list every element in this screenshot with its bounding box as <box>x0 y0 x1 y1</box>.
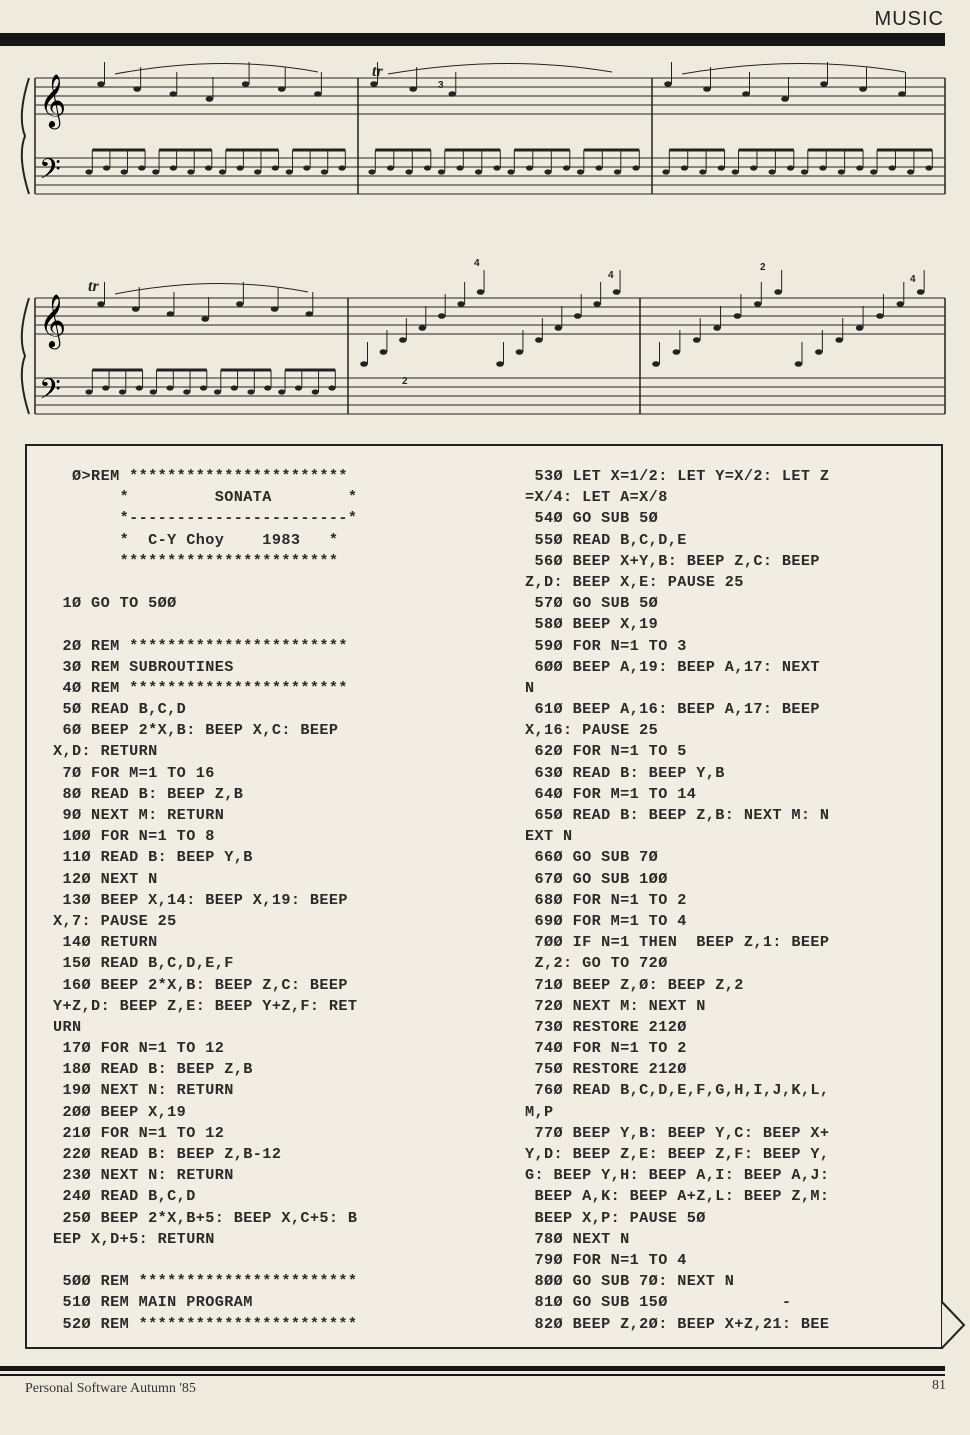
note-head <box>305 311 313 317</box>
code-line: 25Ø BEEP 2*X,B+5: BEEP X,C+5: B <box>53 1208 358 1227</box>
code-line: X,7: PAUSE 25 <box>53 911 177 930</box>
note-head <box>496 361 504 367</box>
note-head <box>314 91 322 97</box>
note-head <box>312 389 319 394</box>
code-line: 71Ø BEEP Z,Ø: BEEP Z,2 <box>525 975 744 994</box>
note-head <box>456 165 463 170</box>
note-head <box>103 165 110 170</box>
code-line: 16Ø BEEP 2*X,B: BEEP Z,C: BEEP <box>53 975 348 994</box>
note-head <box>85 169 92 174</box>
code-line <box>53 572 453 593</box>
code-line: 58Ø BEEP X,19 <box>525 615 659 634</box>
code-line: 17Ø FOR N=1 TO 12 <box>53 1039 225 1058</box>
note-head <box>662 169 669 174</box>
fingering-number: 4 <box>910 274 916 285</box>
note-head <box>870 169 877 174</box>
code-line: 72Ø NEXT M: NEXT N <box>525 996 706 1015</box>
code-line: 9Ø NEXT M: RETURN <box>53 806 225 824</box>
note-head <box>405 169 412 174</box>
code-line: Y,D: BEEP Z,E: BEEP Z,F: BEEP Y, <box>525 1145 830 1163</box>
note-head <box>681 165 688 170</box>
code-line: 61Ø BEEP A,16: BEEP A,17: BEEP <box>525 700 820 719</box>
fingering-number: 4 <box>608 270 614 281</box>
code-line: 82Ø BEEP Z,2Ø: BEEP X+Z,21: BEE <box>525 1314 830 1333</box>
code-line: Y+Z,D: BEEP Z,E: BEEP Y+Z,F: RET <box>53 996 358 1015</box>
trill-mark: tr <box>372 63 383 80</box>
code-line: 52Ø REM *********************** <box>53 1314 358 1333</box>
code-line: 24Ø READ B,C,D <box>53 1187 196 1206</box>
note-head <box>856 325 864 331</box>
note-head <box>271 306 279 312</box>
note-head <box>898 91 906 97</box>
note-head <box>742 91 750 97</box>
note-head <box>774 289 782 295</box>
note-head <box>169 91 177 97</box>
note-head <box>664 81 672 87</box>
code-line: * C-Y Choy 1983 * <box>53 530 339 549</box>
code-line: 22Ø READ B: BEEP Z,B-12 <box>53 1145 282 1163</box>
code-line: 5Ø READ B,C,D <box>53 700 187 719</box>
note-head <box>554 325 562 331</box>
fingering-number: 2 <box>760 262 766 273</box>
code-line: * SONATA * <box>53 488 358 507</box>
note-head <box>219 169 226 174</box>
note-head <box>574 313 582 319</box>
note-head <box>859 86 867 92</box>
note-head <box>206 96 214 102</box>
note-head <box>614 169 621 174</box>
bottom-rule-thin <box>0 1374 945 1376</box>
note-head <box>236 165 243 170</box>
note-head <box>795 361 803 367</box>
code-line: 65Ø READ B: BEEP Z,B: NEXT M: N <box>525 806 830 824</box>
code-line: Z,D: BEEP X,E: PAUSE 25 <box>525 572 744 591</box>
note-head <box>97 81 105 87</box>
note-head <box>409 86 417 92</box>
code-line: 69Ø FOR M=1 TO 4 <box>525 911 687 930</box>
code-line: 8ØØ GO SUB 7Ø: NEXT N <box>525 1272 735 1291</box>
note-head <box>231 385 238 390</box>
slur <box>388 63 612 74</box>
code-line: 18Ø READ B: BEEP Z,B <box>53 1060 253 1079</box>
brace-icon <box>22 78 29 194</box>
code-line: 3Ø REM SUBROUTINES <box>53 657 234 676</box>
note-head <box>424 165 431 170</box>
publication-footer: Personal Software Autumn '85 <box>25 1381 196 1396</box>
note-head <box>187 169 194 174</box>
note-head <box>272 165 279 170</box>
note-head <box>732 169 739 174</box>
note-head <box>102 385 109 390</box>
code-line: 55Ø READ B,C,D,E <box>525 530 687 549</box>
note-head <box>526 165 533 170</box>
code-line: 23Ø NEXT N: RETURN <box>53 1166 234 1185</box>
note-head <box>438 313 446 319</box>
note-head <box>286 169 293 174</box>
note-head <box>97 301 105 307</box>
note-head <box>820 81 828 87</box>
note-head <box>815 349 823 355</box>
note-head <box>368 169 375 174</box>
code-line: 4Ø REM *********************** <box>53 678 348 697</box>
fingering-number: 4 <box>474 258 480 269</box>
note-head <box>214 389 221 394</box>
code-line: =X/4: LET A=X/8 <box>525 488 668 507</box>
note-head <box>399 337 407 343</box>
code-line: Ø>REM *********************** <box>53 467 348 485</box>
code-line <box>53 1250 453 1271</box>
note-head <box>278 86 286 92</box>
code-line: 2ØØ BEEP X,19 <box>53 1102 187 1121</box>
fingering-number: 3 <box>438 80 444 91</box>
bass-clef-icon: 𝄢 <box>39 373 61 413</box>
code-line: *-----------------------* <box>53 509 358 528</box>
code-line: EXT N <box>525 827 573 846</box>
note-head <box>801 169 808 174</box>
code-line: 77Ø BEEP Y,B: BEEP Y,C: BEEP X+ <box>525 1123 830 1142</box>
note-head <box>200 385 207 390</box>
note-head <box>475 169 482 174</box>
note-head <box>170 165 177 170</box>
code-line: 8Ø READ B: BEEP Z,B <box>53 784 244 803</box>
bottom-rule <box>0 1366 945 1371</box>
note-head <box>418 325 426 331</box>
note-head <box>544 169 551 174</box>
code-line: 75Ø RESTORE 212Ø <box>525 1060 687 1079</box>
code-line: G: BEEP Y,H: BEEP A,I: BEEP A,J: <box>525 1166 830 1185</box>
code-line: URN <box>53 1017 82 1036</box>
note-head <box>236 301 244 307</box>
code-line: 2Ø REM *********************** <box>53 636 348 655</box>
code-line: 74Ø FOR N=1 TO 2 <box>525 1039 687 1058</box>
code-line: 67Ø GO SUB 1ØØ <box>525 869 668 888</box>
code-line: 5ØØ REM *********************** <box>53 1272 358 1291</box>
note-head <box>768 169 775 174</box>
code-line: 57Ø GO SUB 5Ø <box>525 594 659 613</box>
note-head <box>201 316 209 322</box>
bass-clef-icon: 𝄢 <box>39 153 61 193</box>
note-head <box>119 389 126 394</box>
note-head <box>457 301 465 307</box>
note-head <box>781 96 789 102</box>
top-rule <box>0 33 945 46</box>
note-head <box>876 313 884 319</box>
note-head <box>278 389 285 394</box>
code-line: 19Ø NEXT N: RETURN <box>53 1081 234 1100</box>
note-head <box>693 337 701 343</box>
code-line: 79Ø FOR N=1 TO 4 <box>525 1250 687 1269</box>
treble-clef-icon: 𝄞 <box>39 73 67 127</box>
note-head <box>448 91 456 97</box>
note-head <box>132 306 140 312</box>
note-head <box>477 289 485 295</box>
brace-icon <box>22 298 29 414</box>
note-head <box>703 86 711 92</box>
note-head <box>247 389 254 394</box>
note-head <box>242 81 250 87</box>
code-line: 13Ø BEEP X,14: BEEP X,19: BEEP <box>53 890 348 909</box>
code-line: 12Ø NEXT N <box>53 869 158 888</box>
note-head <box>438 169 445 174</box>
note-head <box>577 169 584 174</box>
note-head <box>295 385 302 390</box>
code-line: *********************** <box>53 551 339 570</box>
code-line: X,16: PAUSE 25 <box>525 721 659 740</box>
note-head <box>593 301 601 307</box>
note-head <box>835 337 843 343</box>
note-head <box>563 165 570 170</box>
note-head <box>380 349 388 355</box>
note-head <box>889 165 896 170</box>
note-head <box>387 165 394 170</box>
note-head <box>632 165 639 170</box>
slur <box>115 63 318 74</box>
listing-left-column <box>53 466 453 1335</box>
note-head <box>613 289 621 295</box>
code-line: 6Ø BEEP 2*X,B: BEEP X,C: BEEP <box>53 721 339 740</box>
note-head <box>136 385 143 390</box>
note-head <box>699 169 706 174</box>
note-head <box>652 361 660 367</box>
code-line: 11Ø READ B: BEEP Y,B <box>53 848 253 867</box>
note-head <box>183 389 190 394</box>
page-number: 81 <box>932 1378 946 1393</box>
code-line: 53Ø LET X=1/2: LET Y=X/2: LET Z <box>525 467 830 485</box>
code-line: N <box>525 678 535 697</box>
note-head <box>264 385 271 390</box>
section-label: MUSIC <box>874 8 944 30</box>
fingering-number: 2 <box>402 376 408 387</box>
code-line: 21Ø FOR N=1 TO 12 <box>53 1123 225 1142</box>
note-head <box>787 165 794 170</box>
music-score <box>0 50 970 440</box>
note-head <box>493 165 500 170</box>
listing-right-column <box>525 466 925 1335</box>
note-head <box>360 361 368 367</box>
code-line: 51Ø REM MAIN PROGRAM <box>53 1293 253 1312</box>
code-line: 54Ø GO SUB 5Ø <box>525 509 659 528</box>
code-line: 81Ø GO SUB 15Ø - <box>525 1293 792 1312</box>
note-head <box>856 165 863 170</box>
code-line: BEEP A,K: BEEP A+Z,L: BEEP Z,M: <box>525 1187 830 1206</box>
note-head <box>917 289 925 295</box>
code-line: EEP X,D+5: RETURN <box>53 1229 215 1248</box>
code-line: 1ØØ FOR N=1 TO 8 <box>53 827 215 846</box>
code-line: M,P <box>525 1102 554 1121</box>
code-line: 66Ø GO SUB 7Ø <box>525 848 659 867</box>
note-head <box>138 165 145 170</box>
code-line: 64Ø FOR M=1 TO 14 <box>525 784 697 803</box>
note-head <box>819 165 826 170</box>
code-line: 76Ø READ B,C,D,E,F,G,H,I,J,K,L, <box>525 1081 830 1100</box>
note-head <box>321 169 328 174</box>
note-head <box>713 325 721 331</box>
code-line: 7ØØ IF N=1 THEN BEEP Z,1: BEEP <box>525 933 830 952</box>
code-line: 14Ø RETURN <box>53 933 158 952</box>
code-line: 78Ø NEXT N <box>525 1229 630 1248</box>
note-head <box>718 165 725 170</box>
note-head <box>338 165 345 170</box>
code-line: X,D: RETURN <box>53 742 158 761</box>
code-line: 56Ø BEEP X+Y,B: BEEP Z,C: BEEP <box>525 551 820 570</box>
note-head <box>167 311 175 317</box>
code-line: 7Ø FOR M=1 TO 16 <box>53 763 215 782</box>
program-listing <box>25 444 943 1349</box>
code-line: Z,2: GO TO 72Ø <box>525 954 668 973</box>
code-line: 68Ø FOR N=1 TO 2 <box>525 890 687 909</box>
note-head <box>754 301 762 307</box>
slur <box>115 283 308 294</box>
note-head <box>907 169 914 174</box>
slur <box>682 63 905 74</box>
trill-mark: tr <box>88 278 99 295</box>
code-line: 59Ø FOR N=1 TO 3 <box>525 636 687 655</box>
note-head <box>254 169 261 174</box>
note-head <box>205 165 212 170</box>
note-head <box>85 389 92 394</box>
note-head <box>507 169 514 174</box>
note-head <box>303 165 310 170</box>
note-head <box>595 165 602 170</box>
note-head <box>166 385 173 390</box>
note-head <box>121 169 128 174</box>
note-head <box>896 301 904 307</box>
note-head <box>734 313 742 319</box>
code-line: 15Ø READ B,C,D,E,F <box>53 954 234 973</box>
note-head <box>370 81 378 87</box>
continue-arrow-icon <box>940 1300 968 1350</box>
note-head <box>838 169 845 174</box>
note-head <box>150 389 157 394</box>
note-head <box>152 169 159 174</box>
note-head <box>925 165 932 170</box>
note-head <box>133 86 141 92</box>
note-head <box>750 165 757 170</box>
code-line: 1Ø GO TO 5ØØ <box>53 594 177 613</box>
code-line: 63Ø READ B: BEEP Y,B <box>525 763 725 782</box>
note-head <box>673 349 681 355</box>
code-line: BEEP X,P: PAUSE 5Ø <box>525 1208 706 1227</box>
code-line: 73Ø RESTORE 212Ø <box>525 1017 687 1036</box>
note-head <box>516 349 524 355</box>
code-line: 62Ø FOR N=1 TO 5 <box>525 742 687 761</box>
note-head <box>328 385 335 390</box>
code-line <box>53 614 453 635</box>
note-head <box>535 337 543 343</box>
treble-clef-icon: 𝄞 <box>39 293 67 347</box>
code-line: 6ØØ BEEP A,19: BEEP A,17: NEXT <box>525 657 820 676</box>
